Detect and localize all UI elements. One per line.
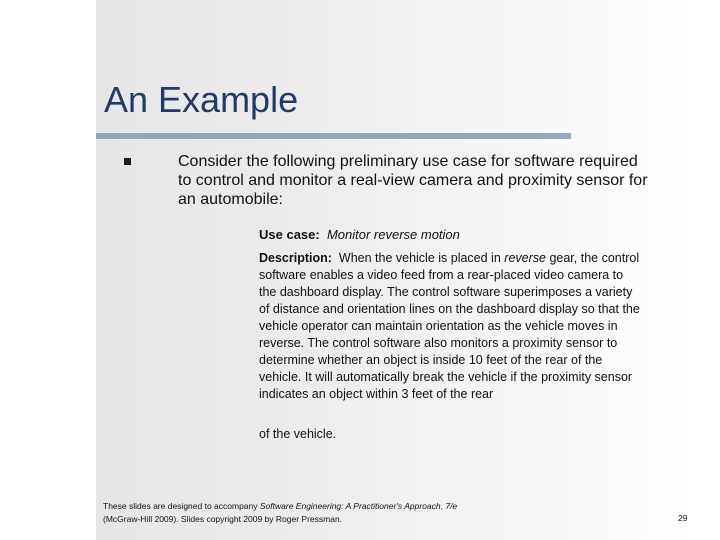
description-italic-word: reverse (504, 251, 546, 265)
bullet-text: Consider the following preliminary use case for software required to control and monitor a real-view camera and proximity sensor for an automobile: (178, 153, 648, 208)
square-bullet-icon (124, 158, 131, 165)
page-number: 29 (678, 513, 688, 523)
use-case-title: Monitor reverse motion (326, 227, 460, 242)
slide-title: An Example (104, 79, 299, 120)
footer-edition: 7/e (445, 501, 458, 511)
description-text-before: When the vehicle is placed in (338, 251, 501, 265)
footer-book-title: Software Engineering: A Practitioner's Approach (259, 501, 441, 511)
description-paragraph (259, 250, 643, 403)
footer-prefix: These slides are designed to accompany (103, 501, 258, 511)
footer-credit (103, 500, 563, 526)
footer-edition-separator: , (440, 501, 443, 511)
use-case-label: Use case: (259, 227, 320, 242)
title-underline (96, 133, 571, 139)
use-case-heading (259, 227, 649, 242)
description-label: Description: (259, 251, 332, 265)
footer-rest: (McGraw-Hill 2009). Slides copyright 2009 by Roger Pressman. (103, 514, 343, 524)
description-tail: of the vehicle. (259, 427, 337, 441)
description-text-after: gear, the control software enables a video feed from a rear-placed video camera to the dashboard display. The control software superimposes a variety of distance and orientation lines on the dashboard display so that the vehicle operator can maintain orientation as the vehicle moves in reverse. The control software also monitors a proximity sensor to determine whether an object is inside 10 feet of the rear of the vehicle. It will automatically break the vehicle if the proximity sensor indicates an object within 3 feet of the rear (259, 251, 640, 401)
